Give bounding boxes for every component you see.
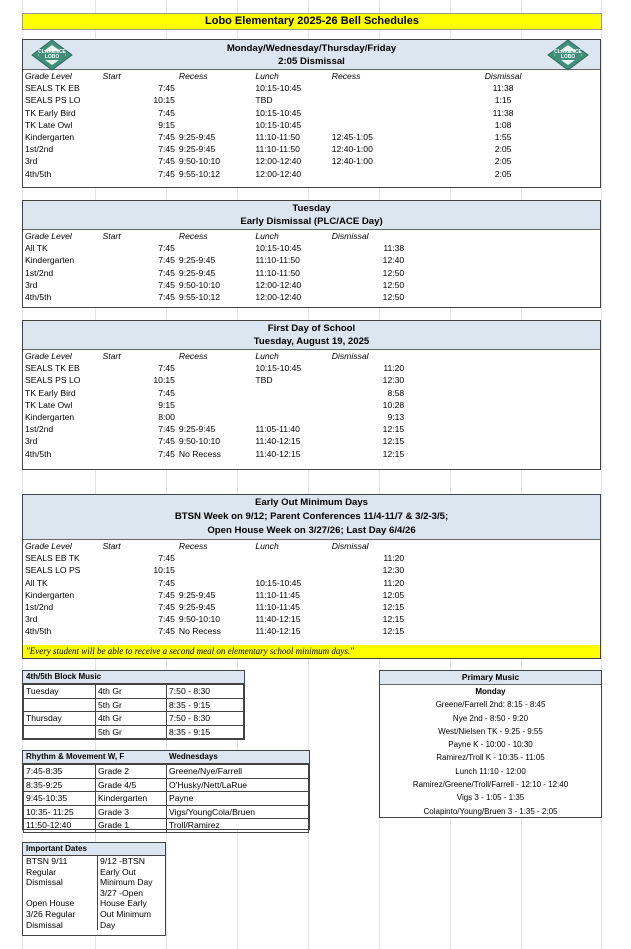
table-cell: 1st/2nd: [25, 144, 54, 155]
table-cell: 7:45: [158, 363, 175, 374]
table-cell: 8:58: [387, 387, 405, 398]
table-cell: [253, 387, 329, 399]
primary-music-slot: Colapinto/Young/Bruen 3 - 1:35 - 2:05: [423, 806, 558, 816]
table-cell: [177, 374, 253, 386]
block-music-box: [22, 670, 245, 740]
column-header: Start: [102, 71, 121, 81]
table-cell: 7:45: [158, 448, 175, 459]
table-row: [23, 589, 600, 601]
table-cell: 12:00-12:40: [255, 156, 302, 167]
table-cell: [253, 399, 329, 411]
column-header: Recess: [178, 351, 208, 361]
first-day-date: Tuesday, August 19, 2025: [253, 336, 370, 347]
table-cell: 11:10-11:45: [255, 602, 300, 613]
table-cell: 9:15: [158, 119, 175, 130]
table-row: [23, 448, 600, 460]
primary-music-slot: Greene/Farrell 2nd: 8:15 - 8:45: [435, 700, 546, 710]
table-cell: 1st/2nd: [25, 267, 54, 278]
table-cell: 3rd: [25, 279, 38, 290]
table-cell: 11:05-11:40: [255, 424, 300, 435]
table-cell: 10:15: [153, 95, 175, 106]
table-cell: TBD: [255, 95, 273, 106]
table-cell: 11:38: [383, 243, 405, 254]
table-cell: 9:50-10:10: [178, 436, 221, 447]
table-cell: [177, 399, 253, 411]
table-cell: 4th Gr: [96, 712, 167, 726]
table-cell: 11:20: [383, 363, 405, 374]
table-row: [23, 625, 600, 637]
table-cell: 2:05: [494, 144, 512, 155]
table-cell: 7:45: [158, 156, 175, 167]
table-cell: 9:25-9:45: [178, 602, 216, 613]
important-date-line: 9/12 -BTSN: [100, 856, 145, 866]
important-date-line: Open House: [26, 898, 75, 909]
table-row: [23, 119, 600, 131]
table-cell: Thursday: [24, 712, 96, 726]
table-cell: [330, 107, 406, 119]
table-cell: 9:25-9:45: [178, 424, 216, 435]
table-cell: 7:45: [158, 243, 175, 254]
table-cell: Grade 2: [96, 765, 167, 779]
table-cell: Kindergarten: [25, 589, 75, 600]
table-cell: 9:25-9:45: [178, 255, 216, 266]
early-out-dates-1: BTSN Week on 9/12; Parent Conferences 11/4-11/7 & 3/2-3/5;: [174, 511, 449, 522]
school-logo-left: [31, 39, 73, 71]
table-cell: [330, 82, 406, 94]
table-cell: Kindergarten: [25, 132, 75, 143]
table-row: [23, 168, 600, 180]
table-cell: 9:55-10:12: [178, 292, 221, 303]
table-cell: 10:28: [382, 399, 405, 410]
table-cell: 11:50-12:40: [24, 819, 96, 833]
table-cell: 11:40-12:15: [255, 436, 301, 447]
table-cell: 12:00-12:40: [255, 292, 302, 303]
table-cell: 11:10-11:50: [255, 255, 300, 266]
header-row: [23, 540, 600, 552]
table-cell: 7:50 - 8:30: [167, 712, 244, 726]
table-cell: 5th Gr: [96, 725, 167, 739]
table-row: [23, 577, 600, 589]
table-cell: 7:45: [158, 132, 175, 143]
table-cell: Tuesday: [24, 685, 96, 699]
column-header: Recess: [178, 71, 208, 81]
important-date-line: House Early: [100, 898, 147, 909]
important-dates-col1: [23, 856, 98, 930]
table-cell: [177, 119, 253, 131]
table-row: [24, 805, 309, 819]
primary-music-box: [379, 670, 602, 818]
table-cell: 12:15: [382, 436, 405, 447]
column-header: Start: [102, 231, 121, 241]
table-cell: 8:35 - 9:15: [167, 698, 244, 712]
table-cell: [177, 94, 253, 106]
table-cell: 9:13: [387, 412, 405, 423]
table-cell: 9:50-10:10: [178, 614, 221, 625]
column-header: Grade Level: [25, 541, 72, 551]
table-cell: No Recess: [178, 626, 221, 637]
tuesday-table: [23, 230, 600, 303]
table-cell: 12:30: [382, 375, 405, 386]
table-row: [23, 107, 600, 119]
table-cell: [177, 577, 253, 589]
column-header: Recess: [178, 231, 208, 241]
table-cell: 7:45: [158, 553, 175, 564]
table-cell: 10:15: [153, 565, 175, 576]
important-date-line: Minimum Day: [100, 877, 153, 888]
table-cell: 11:20: [383, 577, 405, 588]
table-cell: 12:00-12:40: [255, 279, 302, 290]
table-cell: [330, 94, 406, 106]
table-row: [23, 82, 600, 94]
important-date-line: [26, 888, 97, 899]
table-cell: 12:00-12:40: [255, 168, 302, 179]
column-header: Grade Level: [25, 231, 72, 241]
table-row: [23, 374, 600, 386]
table-cell: 1:15: [494, 95, 512, 106]
table-cell: 9:45-10:35: [24, 792, 96, 806]
table-row: [24, 778, 309, 792]
table-cell: 10:15-10:45: [255, 83, 302, 94]
table-cell: 7:45: [158, 144, 175, 155]
table-cell: Kindergarten: [25, 255, 75, 266]
column-header: Dismissal: [331, 541, 369, 551]
block-music-table: [23, 684, 244, 739]
table-cell: 9:25-9:45: [178, 589, 216, 600]
table-cell: 12:40-1:00: [331, 156, 373, 167]
table-cell: [177, 107, 253, 119]
table-cell: [253, 411, 329, 423]
table-cell: SEALS LO PS: [25, 565, 81, 576]
table-cell: TK Late Owl: [25, 119, 73, 130]
table-cell: [24, 698, 96, 712]
important-dates-box: [22, 842, 166, 936]
important-date-line: Dismissal: [26, 919, 63, 930]
important-date-line: 3/26 Regular: [26, 908, 76, 919]
primary-music-slot: Nye 2nd - 8:50 - 9:20: [452, 713, 529, 723]
table-cell: TK Early Bird: [25, 107, 76, 118]
table-cell: 9:15: [158, 399, 175, 410]
table-cell: 4th/5th: [25, 626, 52, 637]
table-row: [23, 279, 600, 291]
table-cell: [253, 564, 329, 576]
logo-text-left: CLARENCE LOBO: [38, 49, 66, 60]
table-row: [23, 564, 600, 576]
table-cell: 9:50-10:10: [178, 156, 221, 167]
table-row: [23, 387, 600, 399]
column-header: Start: [102, 351, 121, 361]
mwthf-header-days: Monday/Wednesday/Thursday/Friday: [226, 43, 397, 54]
mwthf-header-dismissal: 2:05 Dismissal: [278, 56, 345, 67]
column-header: Lunch: [255, 71, 279, 81]
table-cell: TK Early Bird: [25, 387, 76, 398]
table-cell: 12:40: [382, 255, 405, 266]
table-cell: Grade 3: [96, 805, 167, 819]
column-header: Start: [102, 541, 121, 551]
table-cell: 10:15-10:45: [255, 363, 302, 374]
table-cell: 7:45: [158, 589, 175, 600]
table-cell: [177, 82, 253, 94]
important-date-line: Early Out: [100, 866, 136, 877]
table-cell: 7:45: [158, 602, 175, 613]
first-day-table: [23, 350, 600, 460]
table-cell: 4th/5th: [25, 292, 52, 303]
table-cell: SEALS PS LO: [25, 375, 81, 386]
table-cell: 4th Gr: [96, 685, 167, 699]
table-cell: 7:45: [158, 614, 175, 625]
mwthf-schedule: [22, 39, 601, 188]
table-cell: 10:15-10:45: [255, 243, 302, 254]
column-header: Grade Level: [25, 71, 72, 81]
table-cell: 10:15-10:45: [255, 577, 302, 588]
table-cell: 12:30: [382, 565, 405, 576]
table-cell: 7:45: [158, 279, 175, 290]
table-cell: 10:15-10:45: [255, 107, 302, 118]
table-cell: 5th Gr: [96, 698, 167, 712]
table-cell: 7:45: [158, 83, 175, 94]
table-cell: 12:05: [382, 589, 405, 600]
table-cell: 7:45: [158, 387, 175, 398]
table-cell: 11:40-12:15: [255, 448, 301, 459]
table-cell: 12:15: [382, 448, 405, 459]
table-cell: 9:25-9:45: [178, 144, 216, 155]
table-cell: TBD: [255, 375, 273, 386]
table-cell: Kindergarten: [25, 412, 75, 423]
table-cell: 1:08: [494, 119, 512, 130]
important-date-line: Day: [100, 919, 116, 930]
primary-music-day: Monday: [475, 687, 506, 696]
table-cell: 3rd: [25, 436, 38, 447]
table-cell: Troll/Ramirez: [167, 819, 309, 833]
table-cell: Kindergarten: [96, 792, 167, 806]
table-cell: 11:40-12:15: [255, 626, 301, 637]
table-cell: 7:45: [158, 292, 175, 303]
table-row: [23, 362, 600, 374]
tuesday-header-day: Tuesday: [292, 203, 331, 214]
important-date-line: Dismissal: [26, 877, 63, 888]
table-cell: 12:50: [382, 292, 405, 303]
header-row: [23, 230, 600, 242]
table-cell: 9:25-9:45: [178, 132, 216, 143]
table-cell: 7:45: [158, 255, 175, 266]
table-cell: 7:45: [158, 424, 175, 435]
table-cell: 12:50: [382, 279, 405, 290]
table-cell: [177, 242, 253, 254]
important-dates-title: Important Dates: [23, 843, 165, 856]
early-out-schedule: [22, 494, 601, 659]
table-cell: [177, 387, 253, 399]
table-cell: 11:10-11:45: [255, 589, 300, 600]
primary-music-slot: Lunch 11:10 - 12:00: [455, 766, 526, 776]
table-cell: 12:15: [382, 602, 405, 613]
rhythm-table: [23, 764, 309, 833]
table-cell: 7:50 - 8:30: [167, 685, 244, 699]
table-cell: SEALS PS LO: [25, 95, 81, 106]
table-row: [23, 552, 600, 564]
column-header: Recess: [178, 541, 208, 551]
table-cell: No Recess: [178, 448, 221, 459]
column-header: Dismissal: [331, 351, 369, 361]
table-cell: 2:05: [494, 168, 512, 179]
table-cell: [177, 564, 253, 576]
table-cell: 7:45: [158, 577, 175, 588]
table-cell: All TK: [25, 577, 48, 588]
important-dates-col2: [98, 856, 153, 930]
table-cell: SEALS TK EB: [25, 83, 80, 94]
table-cell: 12:50: [382, 267, 405, 278]
table-cell: Grade 4/5: [96, 778, 167, 792]
table-cell: 8:00: [158, 412, 175, 423]
table-cell: Grade 1: [96, 819, 167, 833]
rhythm-title: Rhythm & Movement W, F: [26, 752, 125, 761]
table-row: [24, 712, 244, 726]
table-cell: 7:45: [158, 267, 175, 278]
table-cell: 1:55: [494, 132, 512, 143]
column-header: Lunch: [255, 541, 279, 551]
table-cell: 11:40-12:15: [255, 614, 301, 625]
table-row: [24, 685, 244, 699]
rhythm-wednesdays: Wednesdays: [169, 752, 218, 761]
header-row: [23, 350, 600, 362]
logo-text-right: CLARENCE LOBO: [554, 49, 582, 60]
table-cell: Vigs/YoungCola/Bruen: [167, 805, 309, 819]
table-cell: 3rd: [25, 614, 38, 625]
early-out-dates-2: Open House Week on 3/27/26; Last Day 6/4/26: [207, 525, 416, 536]
table-cell: 8:35 - 9:15: [167, 725, 244, 739]
column-header: Recess: [331, 71, 361, 81]
table-cell: 9:55-10:12: [178, 168, 221, 179]
table-cell: O'Husky/Nett/LaRue: [167, 778, 309, 792]
primary-music-slot: Ramirez/Troll K - 10:35 - 11:05: [436, 753, 545, 763]
table-row: [23, 143, 600, 155]
table-row: [23, 399, 600, 411]
table-cell: 2:05: [494, 156, 512, 167]
second-meal-note: "Every student will be able to receive a second meal on elementary school minimum days.": [23, 645, 600, 658]
primary-music-slot: Ramirez/Greene/Troll/Farrell - 12:10 - 12:40: [412, 780, 569, 790]
column-header: Lunch: [255, 351, 279, 361]
table-row: [24, 765, 309, 779]
table-cell: All TK: [25, 243, 48, 254]
table-cell: 9:25-9:45: [178, 267, 216, 278]
important-date-line: 3/27 -Open: [100, 887, 143, 898]
primary-music-slot: Payne K - 10:00 - 10:30: [448, 740, 533, 750]
page-title: Lobo Elementary 2025-26 Bell Schedules: [22, 13, 602, 30]
table-cell: 11:10-11:50: [255, 132, 300, 143]
table-cell: [177, 552, 253, 564]
table-cell: Greene/Nye/Farrell: [167, 765, 309, 779]
table-cell: 7:45: [158, 626, 175, 637]
block-music-title: 4th/5th Block Music: [23, 671, 244, 684]
table-row: [23, 254, 600, 266]
table-cell: TK Late Owl: [25, 399, 73, 410]
table-cell: 10:15: [153, 375, 175, 386]
first-day-schedule: [22, 320, 601, 470]
table-cell: 11:38: [492, 83, 514, 94]
table-cell: [330, 119, 406, 131]
table-cell: 12:45-1:05: [331, 132, 373, 143]
table-row: [23, 242, 600, 254]
table-cell: 10:15-10:45: [255, 119, 302, 130]
table-cell: SEALS EB TK: [25, 553, 80, 564]
table-row: [23, 267, 600, 279]
table-cell: 9:50-10:10: [178, 279, 221, 290]
table-cell: 11:10-11:50: [255, 144, 300, 155]
table-cell: 1st/2nd: [25, 602, 54, 613]
important-date-line: Out Minimum: [100, 908, 152, 919]
first-day-header: First Day of School: [267, 323, 356, 334]
column-header: Lunch: [255, 231, 279, 241]
table-cell: 8:35-9:25: [24, 778, 96, 792]
tuesday-schedule: [22, 200, 601, 308]
column-header: Dismissal: [331, 231, 369, 241]
table-cell: [24, 725, 96, 739]
table-row: [23, 155, 600, 167]
table-row: [23, 291, 600, 303]
column-header: Grade Level: [25, 351, 72, 361]
table-row: [23, 411, 600, 423]
table-cell: 10:35- 11:25: [24, 805, 96, 819]
table-cell: 3rd: [25, 156, 38, 167]
table-cell: 12:40-1:00: [331, 144, 373, 155]
tuesday-header-note: Early Dismissal (PLC/ACE Day): [240, 216, 383, 227]
table-row: [23, 435, 600, 447]
table-row: [23, 613, 600, 625]
table-row: [23, 601, 600, 613]
table-cell: [177, 411, 253, 423]
mwthf-table: [23, 70, 600, 180]
table-cell: 4th/5th: [25, 448, 52, 459]
table-cell: Payne: [167, 792, 309, 806]
table-row: [24, 725, 244, 739]
table-cell: 1st/2nd: [25, 424, 54, 435]
table-cell: 7:45: [158, 436, 175, 447]
table-cell: 12:15: [382, 614, 405, 625]
primary-music-slot: West/Nielsen TK - 9:25 - 9:55: [438, 726, 543, 736]
primary-music-slot: Vigs 3 - 1:05 - 1:35: [456, 793, 525, 803]
table-cell: [177, 362, 253, 374]
table-row: [23, 131, 600, 143]
table-cell: 7:45-8:35: [24, 765, 96, 779]
primary-music-title: Primary Music: [380, 671, 601, 685]
important-date-line: BTSN 9/11: [26, 856, 68, 866]
important-date-line: Regular: [26, 866, 57, 877]
table-cell: 7:45: [158, 168, 175, 179]
early-out-table: [23, 540, 600, 638]
column-header: Dismissal: [484, 71, 522, 81]
table-cell: 7:45: [158, 107, 175, 118]
table-cell: 12:15: [382, 424, 405, 435]
table-cell: 11:38: [492, 107, 514, 118]
school-logo-right: [547, 39, 589, 71]
rhythm-movement-box: [22, 750, 310, 830]
table-cell: [253, 552, 329, 564]
table-cell: 4th/5th: [25, 168, 52, 179]
table-cell: 11:10-11:50: [255, 267, 300, 278]
table-row: [24, 792, 309, 806]
table-row: [23, 423, 600, 435]
table-row: [24, 698, 244, 712]
table-cell: 12:15: [382, 626, 405, 637]
table-cell: 11:20: [383, 553, 405, 564]
table-cell: [330, 168, 406, 180]
table-row: [24, 819, 309, 833]
table-cell: SEALS TK EB: [25, 363, 80, 374]
table-row: [23, 94, 600, 106]
header-row: [23, 70, 600, 82]
early-out-header: Early Out Minimum Days: [254, 497, 369, 508]
